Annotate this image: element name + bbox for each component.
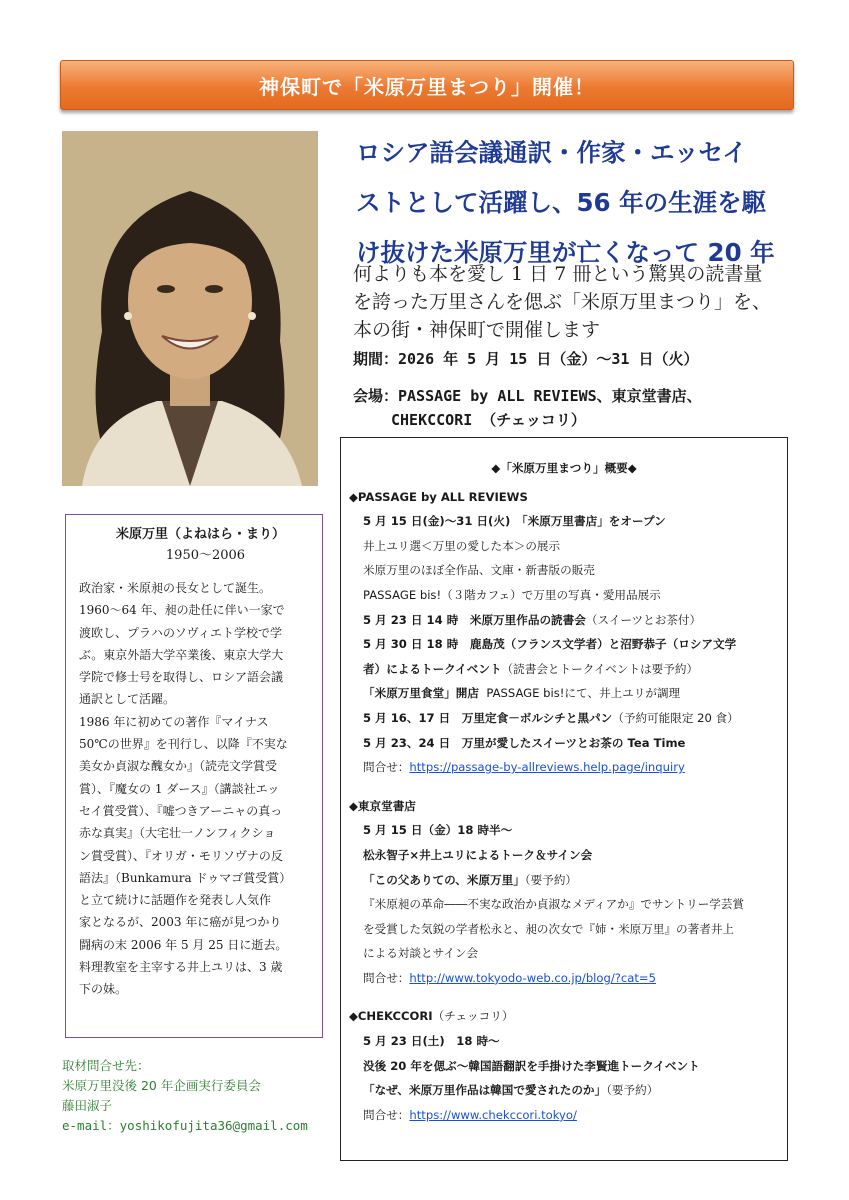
contact-email[interactable]: e-mail：yoshikofujita36@gmail.com	[62, 1118, 308, 1133]
contact-label: 取材問合せ先：	[62, 1058, 150, 1073]
biography-box	[65, 514, 323, 1038]
overview-strong: 5 月 23 日 14 時 米原万里作品の読書会	[363, 612, 586, 627]
bio-line: 語法』（Bunkamura ドゥマゴ賞受賞）	[79, 870, 292, 885]
bio-line: 1960～64 年、昶の赴任に伴い一家で	[79, 603, 285, 618]
overview-strong: 者）によるトークイベント	[363, 661, 502, 676]
bio-line: 学院で修士号を取得し、ロシア語会議	[79, 670, 284, 685]
overview-line	[349, 608, 779, 633]
section-heading-tokyodo: ◆東京堂書店	[349, 798, 416, 813]
bio-line: 50℃の世界』を刊行し、以降『不実な	[79, 737, 288, 752]
bio-name: 米原万里（よねはら・まり）	[115, 527, 285, 542]
event-banner	[60, 60, 794, 110]
bio-line: 美女か貞淑な醜女か』（読売文学賞受	[79, 759, 278, 774]
section-heading-chekccori: ◆CHEKCCORI	[349, 1009, 433, 1024]
bio-line: ぶ。東京外語大学卒業後、東京大学大	[79, 647, 284, 662]
event-venue	[353, 384, 702, 432]
section-heading-passage: ◆PASSAGE by ALL REVIEWS	[349, 489, 528, 504]
overview-line: 没後 20 年を偲ぶ～韓国語翻訳を手掛けた李賢進トークイベント	[363, 1058, 700, 1073]
venue-line: CHEKCCORI （チェッコリ）	[391, 411, 586, 429]
intro-text	[353, 260, 793, 344]
venue-line: 会場：PASSAGE by ALL REVIEWS、東京堂書店、	[353, 387, 702, 405]
inquiry-label: 問合せ：	[363, 1107, 410, 1122]
bio-line: セイ賞受賞）、『嘘つきアーニャの真っ	[79, 803, 283, 818]
tokyodo-inquiry-link[interactable]: http://www.tokyodo-web.co.jp/blog/?cat=5	[409, 970, 657, 985]
section-gap	[349, 780, 779, 794]
overview-line: 5 月 15 日(金)～31 日(火) 「米原万里書店」をオープン	[363, 514, 666, 529]
banner-title: 神保町で「米原万里まつり」開催！	[259, 74, 595, 99]
headline	[356, 128, 786, 278]
bio-line: 下の妹。	[79, 982, 128, 997]
overview-note: （要予約）	[524, 872, 578, 887]
overview-line	[349, 1078, 779, 1103]
overview-line: 5 月 23、24 日 万里が愛したスイーツとお茶の Tea Time	[363, 735, 686, 750]
bio-line: 政治家・米原昶の長女として誕生。	[79, 581, 272, 595]
overview-strong: 「なぜ、米原万里作品は韓国で愛されたのか」	[363, 1083, 607, 1098]
contact-org: 米原万里没後 20 年企画実行委員会	[62, 1078, 261, 1093]
bio-line: と立て続けに話題作を発表し人気作	[79, 893, 272, 908]
inquiry-label: 問合せ：	[363, 760, 410, 775]
inquiry-label: 問合せ：	[363, 970, 410, 985]
bio-line: 通訳として活躍。	[79, 692, 176, 707]
contact-person: 藤田淑子	[62, 1098, 113, 1113]
event-overview-box	[340, 437, 788, 1161]
overview-line	[349, 755, 779, 780]
passage-inquiry-link[interactable]: https://passage-by-allreviews.help.page/inquiry	[409, 760, 685, 775]
overview-line: 井上ユリ選＜万里の愛した本＞の展示	[363, 538, 561, 553]
overview-line: を受賞した気鋭の学者松永と、昶の次女で『姉・米原万里』の著者井上	[363, 921, 735, 936]
portrait-photo	[62, 131, 318, 486]
overview-note: （読書会とトークイベントは要予約）	[501, 661, 699, 676]
overview-strong: 「この父ありての、米原万里」	[363, 872, 525, 887]
intro-line: を誇った万里さんを偲ぶ「米原万里まつり」を、	[353, 291, 772, 313]
overview-strong: 「米原万里食堂」開店	[363, 686, 479, 701]
bio-line: 家となるが、2003 年に癌が見つかり	[79, 915, 282, 930]
bio-line: 料理教室を主宰する井上ユリは、3 歳	[79, 960, 283, 975]
overview-line: 『米原昶の革命――不実な政治か貞淑なメディアか』でサントリー学芸賞	[363, 897, 745, 912]
overview-strong: 5 月 16、17 日 万里定食－ボルシチと黒パン	[363, 710, 613, 725]
overview-line	[349, 657, 779, 682]
overview-line: 5 月 23 日(土) 18 時～	[363, 1034, 500, 1049]
bio-years: 1950～2006	[165, 548, 246, 563]
overview-line: PASSAGE bis!（３階カフェ）で万里の写真・愛用品展示	[363, 587, 661, 602]
portrait-illustration	[62, 131, 318, 486]
overview-line: 5 月 15 日（金）18 時半～	[363, 823, 513, 838]
overview-line	[349, 966, 779, 991]
overview-title: ◆「米原万里まつり」概要◆	[491, 461, 637, 475]
overview-line: 松永智子×井上ユリによるトーク＆サイン会	[363, 847, 593, 862]
bio-line: 赤な真実』（大宅壮一ノンフィクショ	[79, 826, 276, 841]
bio-line: 闘病の末 2006 年 5 月 25 日に逝去。	[79, 937, 288, 952]
overview-line: 5 月 30 日 18 時 鹿島茂（フランス文学者）と沼野恭子（ロシア文学	[363, 637, 737, 652]
section-heading-chekccori-row	[349, 1004, 779, 1029]
overview-note: （スイーツとお茶付）	[585, 612, 702, 627]
bio-line: ン賞受賞）、『オリガ・モリソヴナの反	[79, 848, 283, 863]
section-heading-sub: （チェッコリ）	[432, 1009, 514, 1024]
bio-line: 1986 年に初めての著作『マイナス	[79, 714, 269, 729]
overview-line	[349, 681, 779, 706]
overview-note: （要予約）	[606, 1083, 659, 1098]
headline-line: け抜けた米原万里が亡くなって 20 年	[356, 238, 775, 267]
chekccori-inquiry-link[interactable]: https://www.chekccori.tokyo/	[409, 1107, 577, 1122]
overview-note: （予約可能限定 20 食）	[612, 710, 739, 725]
overview-line: 米原万里のほぼ全作品、文庫・新書版の販売	[363, 563, 595, 578]
overview-note: PASSAGE bis!にて、井上ユリが調理	[486, 686, 681, 701]
headline-line: ストとして活躍し、56 年の生涯を駆	[356, 188, 767, 217]
intro-line: 何よりも本を愛し 1 日 7 冊という驚異の読書量	[353, 263, 763, 285]
overview-line	[349, 706, 779, 731]
bio-text	[79, 577, 312, 1001]
bio-line: 賞）、『魔女の 1 ダース』（講談社エッ	[79, 781, 280, 796]
overview-line	[349, 868, 779, 893]
press-contact	[62, 1056, 308, 1136]
headline-line: ロシア語会議通訳・作家・エッセイ	[356, 138, 747, 167]
event-period: 期間：2026 年 5 月 15 日（金）～31 日（火）	[353, 350, 699, 368]
overview-line: による対談とサイン会	[363, 946, 479, 961]
intro-line: 本の街・神保町で開催します	[353, 319, 601, 341]
overview-line	[349, 1103, 779, 1128]
bio-line: 渡欧し、プラハのソヴィエト学校で学	[79, 625, 283, 640]
section-gap	[349, 990, 779, 1004]
